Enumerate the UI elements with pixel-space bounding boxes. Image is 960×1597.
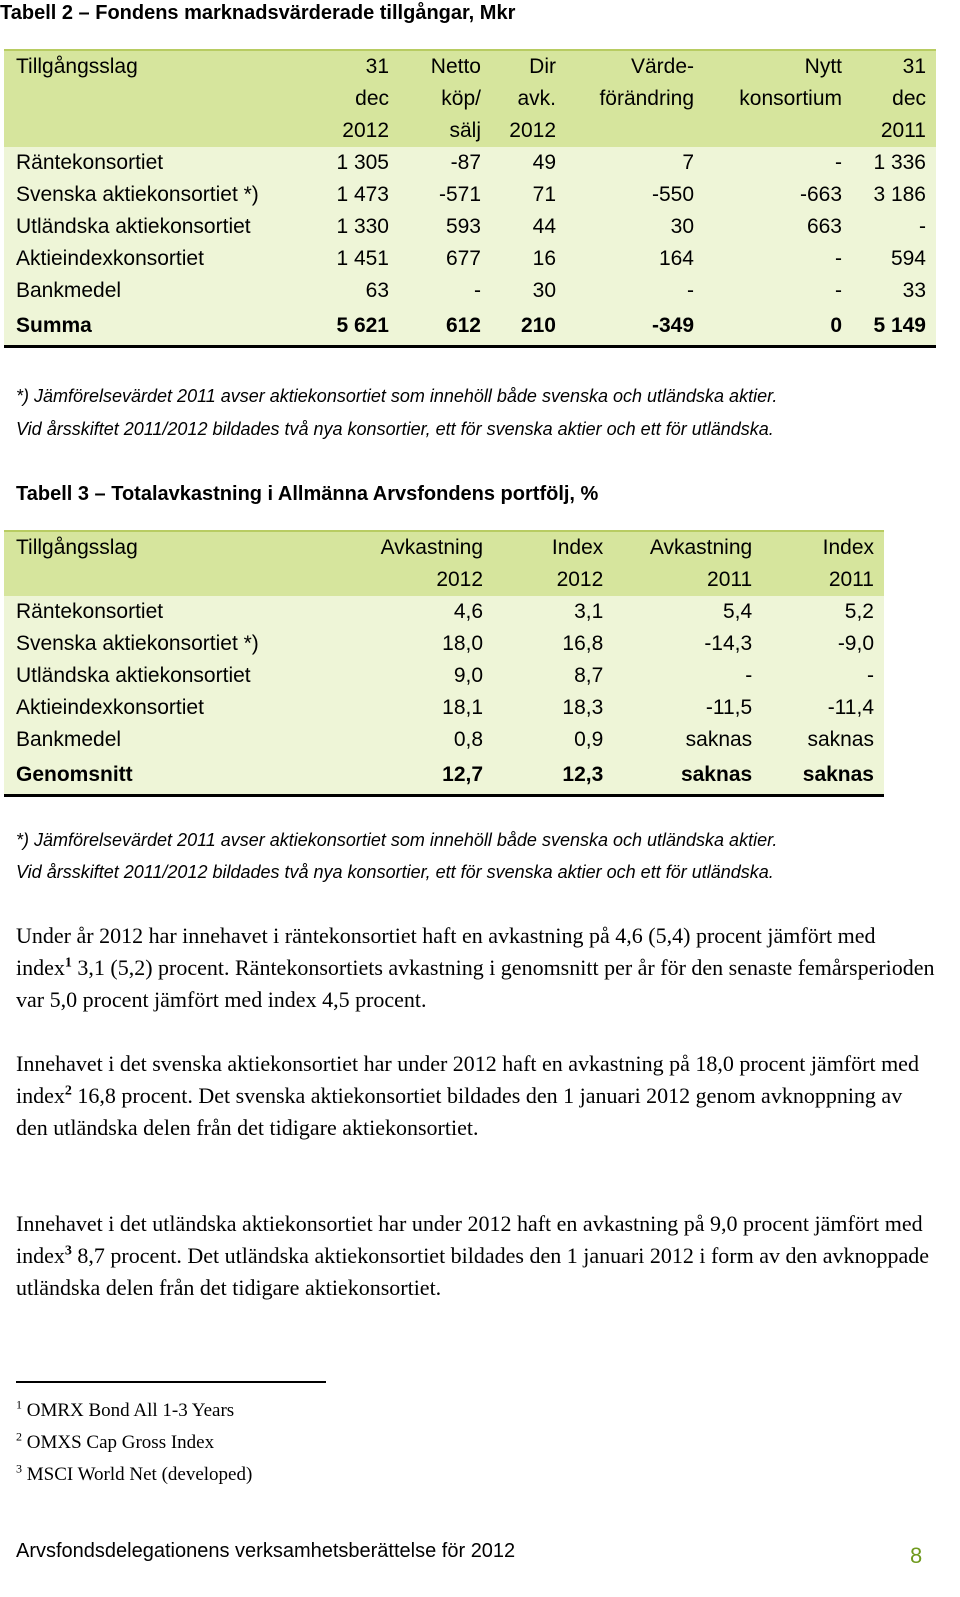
table-row [4,596,884,628]
table-cell: - [613,660,762,692]
table3-note-2: Vid årsskiftet 2011/2012 bildades två nya konsortier, ett för svenska aktier och ett för utländska. [16,862,774,882]
table-cell: 30 [566,211,704,243]
table-cell: 33 [852,275,936,307]
table-cell: Genomsnitt [4,756,381,796]
paragraph-svenska [16,1048,936,1144]
table3-col-header: Avkastning 2011 [613,531,762,596]
table2-col-header: Tillgångsslag [4,50,316,147]
paragraph-text: Innehavet i det svenska aktiekonsortiet har under 2012 haft en avkastning på 18,0 procent jämfört med index [16,1051,919,1108]
table-row [4,275,936,307]
table-cell: 1 451 [316,243,399,275]
footnote-3: $^3$ MSCI World Net (developed) [16,1461,253,1485]
table3-col-header: Tillgångsslag [4,531,381,596]
table-cell: - [762,660,884,692]
table-cell: saknas [762,756,884,796]
paragraph-text: 3,1 (5,2) procent. Räntekonsortiets avkastning i genomsnitt per år för den senaste femårsperioden var 5,0 procent jämfört med index 4,5 procent. [16,955,935,1012]
table-cell: Svenska aktiekonsortiet *) [4,179,316,211]
table2-note-2: Vid årsskiftet 2011/2012 bildades två nya konsortier, ett för svenska aktier och ett för utländska. [16,419,774,439]
table-cell: 12,7 [381,756,493,796]
table2-col-header: Nytt konsortium [704,50,852,147]
paragraph-ranteskonsortiet [16,920,936,1016]
table-cell: 5 149 [852,307,936,347]
table-cell: -663 [704,179,852,211]
table-cell: 16 [491,243,566,275]
table-cell: 3 186 [852,179,936,211]
table-cell: -87 [399,147,491,179]
table-row [4,243,936,275]
table-cell: -349 [566,307,704,347]
table-cell: -11,4 [762,692,884,724]
table-cell: 16,8 [493,628,613,660]
table-cell: 18,0 [381,628,493,660]
table-cell: Räntekonsortiet [4,596,381,628]
table-cell: 63 [316,275,399,307]
table3-title: Tabell 3 – Totalavkastning i Allmänna Arvsfondens portfölj, % [16,483,599,505]
table3-col-header: Index 2011 [762,531,884,596]
table-cell: 9,0 [381,660,493,692]
footnote-ref: 1 [64,955,72,971]
table-cell: 164 [566,243,704,275]
paragraph-text: 8,7 procent. Det utländska aktiekonsortiet bildades den 1 januari 2012 i form av den avknoppade utländska delen från det tidigare aktiekonsortiet. [16,1243,930,1300]
table-cell: - [704,243,852,275]
table-row [4,179,936,211]
table-cell: Bankmedel [4,724,381,756]
table-cell: Aktieindexkonsortiet [4,243,316,275]
table-cell: 210 [491,307,566,347]
table-cell: -11,5 [613,692,762,724]
table-cell: 1 305 [316,147,399,179]
table-cell: 18,1 [381,692,493,724]
table-cell: 677 [399,243,491,275]
table-cell: 0,9 [493,724,613,756]
footnote-2: $^2$ OMXS Cap Gross Index [16,1429,215,1453]
table-cell: -14,3 [613,628,762,660]
table-cell: saknas [613,724,762,756]
table2-col-header: Netto köp/ sälj [399,50,491,147]
table-cell: 30 [491,275,566,307]
table-cell: 12,3 [493,756,613,796]
table-cell: saknas [762,724,884,756]
page-number: 8 [910,1543,923,1568]
table2-col-header: Värde- förändring [566,50,704,147]
table-cell: 1 473 [316,179,399,211]
table-cell: 594 [852,243,936,275]
table-cell: - [704,147,852,179]
table2 [4,49,936,348]
table-row [4,724,884,756]
table-cell: 612 [399,307,491,347]
footnote-1: $^1$ OMRX Bond All 1-3 Years [16,1397,235,1421]
table-cell: Utländska aktiekonsortiet [4,211,316,243]
table-cell: Summa [4,307,316,347]
table-cell: 49 [491,147,566,179]
table-row [4,660,884,692]
table-cell: 0 [704,307,852,347]
table-cell: 44 [491,211,566,243]
table3 [4,530,884,797]
table-cell: Svenska aktiekonsortiet *) [4,628,381,660]
table2-col-header: 31 dec 2011 [852,50,936,147]
table2-total-row [4,307,936,347]
table-cell: Räntekonsortiet [4,147,316,179]
table-cell: - [852,211,936,243]
table3-total-row [4,756,884,796]
table-row [4,211,936,243]
table2-title: Tabell 2 – Fondens marknadsvärderade tillgångar, Mkr [0,2,516,24]
table-cell: 663 [704,211,852,243]
table-cell: 18,3 [493,692,613,724]
paragraph-text: Under år 2012 har innehavet i räntekonsortiet haft en avkastning på 4,6 (5,4) procent jämfört med index [16,923,876,980]
table-cell: 3,1 [493,596,613,628]
table-cell: 1 330 [316,211,399,243]
table-cell: -571 [399,179,491,211]
table2-col-header: Dir avk. 2012 [491,50,566,147]
table3-col-header: Avkastning 2012 [381,531,493,596]
table-cell: 1 336 [852,147,936,179]
paragraph-text: 16,8 procent. Det svenska aktiekonsortiet bildades den 1 januari 2012 genom avknoppning av den utländska delen från det tidigare aktiekonsortiet. [16,1083,903,1140]
table-cell: - [704,275,852,307]
table-cell: 8,7 [493,660,613,692]
footnote-separator [16,1381,326,1383]
table-cell: 5 621 [316,307,399,347]
footnote-ref: 2 [64,1083,72,1099]
paragraph-text: Innehavet i det utländska aktiekonsortiet har under 2012 haft en avkastning på 9,0 procent jämfört med index [16,1211,923,1268]
table3-header-row [4,531,884,596]
table-cell: 0,8 [381,724,493,756]
table-cell: - [399,275,491,307]
table-row [4,692,884,724]
table-cell: 5,4 [613,596,762,628]
table-cell: 71 [491,179,566,211]
footnote-ref: 3 [64,1243,72,1259]
table-row [4,147,936,179]
table-cell: 5,2 [762,596,884,628]
table2-header-row [4,50,936,147]
table-cell: 7 [566,147,704,179]
table2-note-1: *) Jämförelsevärdet 2011 avser aktiekonsortiet som innehöll både svenska och utländska aktier. [16,386,778,406]
paragraph-utlandska [16,1208,936,1304]
table-cell: 593 [399,211,491,243]
table-cell: 4,6 [381,596,493,628]
page-footer-text: Arvsfondsdelegationens verksamhetsberättelse för 2012 [16,1540,516,1562]
table-cell: - [566,275,704,307]
table3-col-header: Index 2012 [493,531,613,596]
table-cell: Utländska aktiekonsortiet [4,660,381,692]
table3-note-1: *) Jämförelsevärdet 2011 avser aktiekonsortiet som innehöll både svenska och utländska aktier. [16,830,778,850]
table-cell: Aktieindexkonsortiet [4,692,381,724]
table-cell: Bankmedel [4,275,316,307]
table-cell: saknas [613,756,762,796]
table-cell: -550 [566,179,704,211]
table2-col-header: 31 dec 2012 [316,50,399,147]
table-row [4,628,884,660]
table-cell: -9,0 [762,628,884,660]
